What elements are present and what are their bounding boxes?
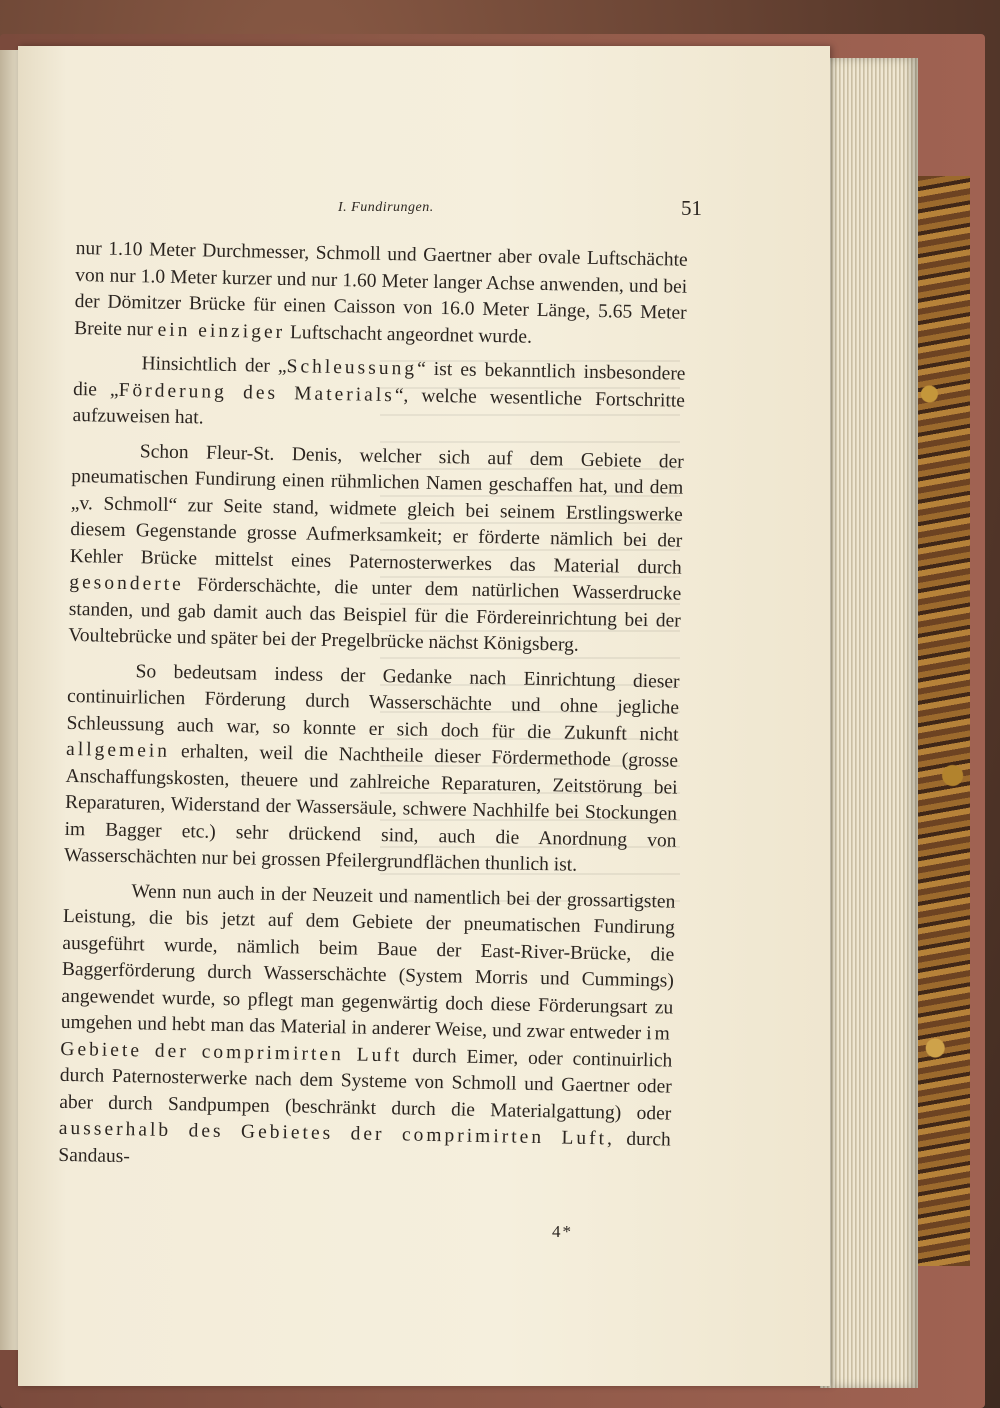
paragraph	[74, 236, 688, 354]
text-run: durch Eimer, oder continuirlich durch Paternosterwerke nach dem Systeme von Schmoll und Gaertner oder aber durch Sandpumpen (beschränkt durch die Materialgattung) oder	[59, 1044, 673, 1125]
body-text	[58, 236, 688, 1189]
page-number: 51	[681, 196, 702, 220]
text-run: Hinsichtlich der „	[141, 353, 287, 378]
marbled-edge	[912, 176, 970, 1266]
paragraph	[58, 877, 675, 1180]
spaced-text: ausserhalb des Gebietes der comprimirten Luft	[58, 1117, 608, 1150]
spaced-text: Förderung des Materials	[118, 379, 396, 406]
spaced-text: im Gebiete der comprimirten Luft	[60, 1023, 673, 1066]
text-run: “ ist es bekanntlich insbesondere die „	[72, 358, 686, 401]
page-header	[338, 196, 708, 222]
spaced-text: gesonderte	[69, 571, 184, 596]
text-run: erhalten, weil die Nachtheile dieser Fördermethode (grosse Anschaffungskosten, theuere und zahlreiche Reparaturen, Zeitstörung bei Reparaturen, Widerstand der Wassersäule, schwere Nachhilfe bei Stockungen im Bagger etc.) sehr drückend sind, auch die Anordnung von Wasserschächten nur bei grossen Pfeilergrundflächen thunlich ist.	[63, 740, 679, 876]
spaced-text: allgemein	[65, 738, 171, 762]
text-run: , durch Sandaus-	[58, 1128, 671, 1167]
paragraph	[72, 350, 685, 441]
page-edges	[820, 58, 918, 1388]
text-run: Wenn nun auch in der Neuzeit und namentlich bei der grossartigsten Leistung, die bis jetzt auf dem Gebiete der pneumatischen Fundirung ausgeführt wurde, nämlich beim Baue der East-River-Brücke, die Baggerförderung durch Wasserschächte (System Morris und Cummings) angewendet wurde, so pflegt man gegenwärtig doch diese Förderungsart zu umgehen und hebt man das Material in anderer Weise, und zwar entweder	[60, 880, 676, 1045]
signature-mark: 4*	[552, 1222, 573, 1241]
text-run: “, welche wesentliche Fortschritte aufzuweisen hat.	[72, 384, 686, 429]
spaced-text: Schleussung	[286, 356, 418, 380]
spaced-text: ein einziger	[157, 319, 286, 343]
text-run: Luftschacht angeordnet wurde.	[284, 321, 533, 348]
text-run: Schon Fleur-St. Denis, welcher sich auf dem Gebiete der pneumatischen Fundirung einen rühmlichen Namen geschaffen hat, und dem „v. Schmoll“ zur Seite stand, widmete gleich bei seinem Erstlingswerke diesem Gegenstande grosse Aufmerksamkeit; er förderte nämlich bei der Kehler Brücke mittelst eines Paternosterwerkes das Material durch	[69, 440, 684, 579]
text-run: So bedeutsam indess der Gedanke nach Einrichtung dieser continuirlichen Förderung durch Wasserschächte und ohne jegliche Schleussung auch war, so konnte er sich doch für die Zukunft nicht	[66, 660, 680, 746]
text-run: nur 1.10 Meter Durchmesser, Schmoll und Gaertner aber ovale Luftschächte von nur 1.0 Meter kurzer und nur 1.60 Meter langer Achse anwenden, und bei der Dömitzer Brücke für einen Caisson von 16.0 Meter Länge, 5.65 Meter Breite nur	[74, 237, 688, 341]
paragraph	[64, 657, 680, 881]
running-head: I. Fundirungen.	[338, 200, 434, 215]
paragraph	[68, 437, 684, 661]
text-run: Förderschächte, die unter dem natürlichen Wasserdrucke standen, und gab damit auch das Beispiel für die Fördereinrichtung bei der Voultebrücke und später bei der Pregelbrücke nächst Königsberg.	[68, 574, 682, 656]
